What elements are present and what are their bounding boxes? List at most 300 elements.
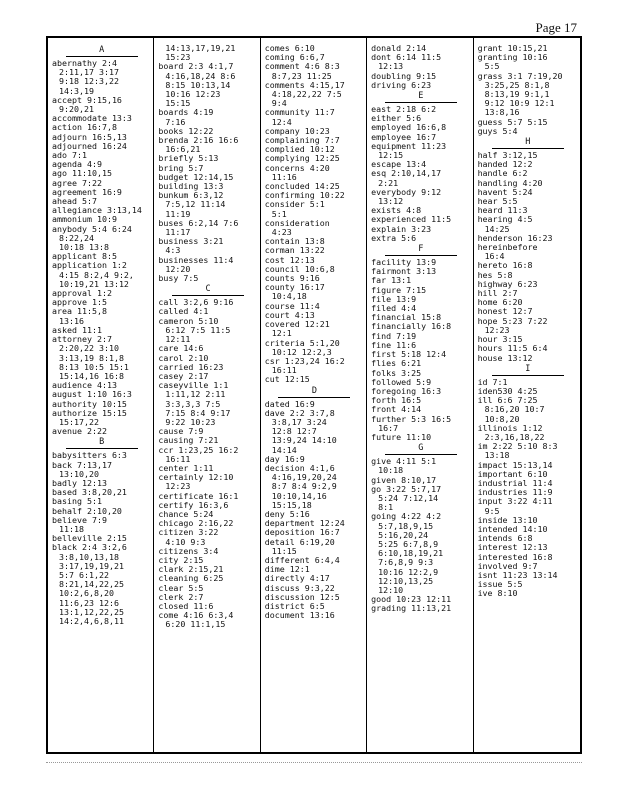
index-entry-continuation: 10:18: [378, 466, 404, 476]
index-entry: east 2:18 6:2: [371, 105, 437, 115]
index-entry: different 6:4,4: [264, 555, 340, 565]
index-entry-continuation: 16:6,21: [165, 145, 201, 155]
index-entry: businesses 11:4: [158, 255, 234, 265]
index-entry-continuation: 4:16,19,20,24: [271, 473, 337, 483]
index-letter-heading: D: [311, 385, 318, 396]
index-entry: county 16:17: [264, 283, 325, 293]
index-entry: id 7:1: [477, 377, 508, 387]
index-entry: building 13:3: [158, 182, 224, 192]
index-entry: guess 5:7 5:15: [477, 117, 548, 127]
index-entry: belleville 2:15: [52, 534, 127, 544]
heading-rule: [492, 375, 564, 376]
index-entry-continuation: 12:4: [271, 117, 292, 127]
index-entry-continuation: 12:1: [271, 329, 292, 339]
index-entry-continuation: 4:23: [271, 228, 292, 238]
index-entry: ammonium 10:9: [52, 215, 117, 225]
index-entry: guys 5:4: [477, 126, 518, 136]
index-entry-continuation: 13:18: [484, 451, 510, 461]
index-entry-continuation: 8:7 8:4 9:2,9: [271, 482, 337, 492]
index-entry-continuation: 8:15 10:13,14: [165, 80, 231, 90]
index-entry: community 11:7: [264, 108, 335, 118]
index-letter-heading: B: [99, 437, 105, 448]
index-entry-continuation: 10:4,18: [271, 292, 307, 302]
index-entry: havent 5:24: [477, 187, 533, 197]
index-entry: input 3:22 4:11: [477, 497, 553, 507]
index-entry-continuation: 2:21: [378, 178, 399, 188]
index-entry-continuation: 14:25: [484, 224, 510, 234]
index-entry: covered 12:21: [264, 320, 330, 330]
index-entry-continuation: 10:16 12:2,9: [378, 567, 439, 577]
index-entry: district 6:5: [264, 601, 325, 611]
index-entry: comes 6:10: [264, 44, 315, 53]
index-entry: hour 3:15: [477, 335, 523, 345]
index-entry: certificate 16:1: [158, 491, 239, 501]
index-entry: busy 7:5: [158, 274, 199, 284]
index-entry-continuation: 15:15,18: [271, 500, 312, 510]
index-entry: hereto 16:8: [477, 261, 533, 271]
index-entry: forth 16:5: [371, 396, 422, 406]
index-entry-continuation: 8:13 10:5 15:1: [59, 362, 129, 372]
index-entry: find 7:19: [371, 331, 417, 341]
index-entry: important 6:10: [477, 469, 548, 479]
index-columns: [48, 38, 580, 752]
index-entry: interested 16:8: [477, 552, 553, 562]
index-letter-heading: G: [418, 443, 424, 454]
index-entry-continuation: 11:18: [59, 524, 84, 534]
index-entry: contain 13:8: [264, 237, 325, 247]
index-entry-continuation: 10:8,20: [484, 414, 520, 424]
index-entry: going 4:22 4:2: [371, 512, 442, 522]
heading-rule: [385, 102, 457, 103]
index-entry: employee 16:7: [371, 132, 437, 142]
index-entry-continuation: 5:7 6:1,22: [59, 570, 109, 580]
index-letter-heading: I: [525, 363, 531, 374]
index-entry: iden530 4:25: [477, 386, 538, 396]
index-entry: brenda 2:16 16:6: [158, 136, 239, 146]
index-letter-heading: F: [418, 244, 424, 255]
index-entry: corman 13:22: [264, 246, 325, 256]
index-entry-continuation: 6:12 7:5 11:5: [165, 325, 231, 335]
index-entry: granting 10:16: [477, 53, 548, 63]
index-entry: asked 11:1: [52, 325, 102, 335]
index-entry-continuation: 15:15: [165, 99, 191, 109]
index-entry: everybody 9:12: [371, 187, 442, 197]
index-entry-continuation: 10:2,6,8,20: [59, 589, 114, 599]
index-entry: hes 5:8: [477, 270, 513, 280]
index-entry: good 10:23 12:11: [371, 595, 452, 605]
index-entry: certainly 12:10: [158, 473, 234, 483]
index-frame: [46, 36, 582, 754]
index-entry: hours 11:5 6:4: [477, 344, 548, 354]
index-entry-continuation: 9:4: [271, 99, 287, 109]
index-entry: file 13:9: [371, 294, 417, 304]
index-entry: cause 7:9: [158, 427, 204, 437]
index-entry-continuation: 4:18,22,22 7:5: [271, 90, 342, 100]
index-entry-continuation: 16:4: [484, 252, 505, 262]
index-entry: company 10:23: [264, 126, 330, 136]
index-entry: fairmont 3:13: [371, 267, 437, 277]
index-entry: future 11:10: [371, 432, 432, 442]
index-entry-continuation: 14:13,17,19,21: [165, 44, 236, 53]
index-entry: grading 11:13,21: [371, 604, 452, 614]
index-entry: criteria 5:1,20: [264, 338, 340, 348]
index-entry: far 13:1: [371, 276, 412, 286]
index-entry-continuation: 12:23: [165, 482, 191, 492]
index-entry: fine 11:6: [371, 340, 417, 350]
index-entry: boards 4:19: [158, 108, 214, 118]
index-entry-continuation: 5:24 7:12,14: [378, 493, 439, 503]
index-entry: audience 4:13: [52, 381, 117, 391]
index-entry: applicant 8:5: [52, 252, 117, 262]
index-entry: ccr 1:23,25 16:2: [158, 445, 239, 455]
index-entry: back 7:13,17: [52, 460, 112, 470]
index-entry-continuation: 13:8,16: [484, 108, 520, 118]
index-entry-continuation: 8:16,20 10:7: [484, 405, 545, 415]
index-entry-continuation: 4:3: [165, 246, 181, 256]
index-entry: buses 6:2,14 7:6: [158, 218, 239, 228]
index-entry-continuation: 13:12: [378, 197, 404, 207]
index-entry-continuation: 10:16 12:23: [165, 90, 221, 100]
index-entry: inside 13:10: [477, 515, 538, 525]
index-entry: ive 8:10: [477, 589, 518, 599]
index-entry: im 2:22 5:10 8:3: [477, 442, 558, 452]
index-entry: complaining 7:7: [264, 136, 340, 146]
index-entry-continuation: 13:9,24 14:10: [271, 436, 337, 446]
heading-rule: [66, 448, 138, 449]
index-entry: filed 4:4: [371, 304, 417, 314]
index-entry: handle 6:2: [477, 169, 528, 179]
index-entry-continuation: 7:5,12 11:14: [165, 200, 226, 210]
index-entry: grant 10:15,21: [477, 44, 548, 53]
index-entry-continuation: 8:13,19 9:1,1: [484, 90, 550, 100]
index-entry: certify 16:3,6: [158, 500, 229, 510]
index-entry-continuation: 12:8 12:7: [271, 427, 317, 437]
index-entry: intended 14:10: [477, 524, 548, 534]
index-entry-continuation: 3:3,3,3 7:5: [165, 399, 221, 409]
index-entry-continuation: 13:16: [59, 316, 84, 326]
index-entry: deposition 16:7: [264, 528, 340, 538]
index-entry: black 2:4 3:2,6: [52, 543, 127, 553]
index-entry: casey 2:17: [158, 371, 209, 381]
index-entry: ago 11:10,15: [52, 169, 112, 179]
index-entry: anybody 5:4 6:24: [52, 224, 132, 234]
index-entry: detail 6:19,20: [264, 537, 335, 547]
index-entry: budget 12:14,15: [158, 172, 234, 182]
footer-rule: [46, 762, 582, 769]
index-entry: complying 12:25: [264, 154, 340, 164]
index-entry: counts 9:16: [264, 274, 320, 284]
index-entry: illinois 1:12: [477, 423, 543, 433]
index-entry-continuation: 3:25,25 8:1,8: [484, 80, 550, 90]
index-entry: allegiance 3:13,14: [52, 206, 142, 216]
index-entry: facility 13:9: [371, 258, 437, 268]
index-entry-continuation: 11:15: [271, 546, 297, 556]
index-entry: badly 12:13: [52, 478, 107, 488]
index-entry: briefly 5:13: [158, 154, 219, 164]
index-entry: highway 6:23: [477, 279, 538, 289]
index-entry: decision 4:1,6: [264, 463, 335, 473]
index-entry: explain 3:23: [371, 224, 432, 234]
index-entry-continuation: 9:12 10:9 12:1: [484, 99, 555, 109]
index-entry: dave 2:2 3:7,8: [264, 408, 335, 418]
index-column-5: [474, 38, 580, 752]
index-entry: attorney 2:7: [52, 335, 112, 345]
index-entry-continuation: 12:20: [165, 264, 191, 274]
index-entry-continuation: 10:12 12:2,3: [271, 347, 332, 357]
index-entry-continuation: 13:10,20: [59, 469, 99, 479]
index-entry: cleaning 6:25: [158, 574, 224, 584]
index-entry: dime 12:1: [264, 565, 310, 575]
index-entry-continuation: 11:19: [165, 209, 191, 219]
index-entry-continuation: 9:22 10:23: [165, 417, 216, 427]
index-entry: hear 5:5: [477, 197, 518, 207]
index-entry: ill 6:6 7:25: [477, 396, 538, 406]
index-entry: driving 6:23: [371, 80, 432, 90]
index-entry: cameron 5:10: [158, 316, 219, 326]
index-entry-continuation: 11:17: [165, 228, 191, 238]
index-entry-continuation: 4:16,18,24 8:6: [165, 71, 236, 81]
index-entry: citizens 3:4: [158, 546, 219, 556]
index-entry: adjourn 16:5,13: [52, 132, 127, 142]
index-entry-continuation: 15:23: [165, 53, 191, 63]
index-entry: chicago 2:16,22: [158, 519, 234, 529]
index-entry: foregoing 16:3: [371, 386, 442, 396]
index-entry: agree 7:22: [52, 178, 102, 188]
index-entry: clear 5:5: [158, 583, 204, 593]
index-entry: grass 3:1 7:19,20: [477, 71, 563, 81]
index-entry: doubling 9:15: [371, 71, 437, 81]
index-entry: flies 6:21: [371, 359, 422, 369]
index-entry-continuation: 10:18 13:8: [59, 243, 109, 253]
index-entry-continuation: 8:22,24: [59, 233, 94, 243]
index-entry: called 4:1: [158, 307, 209, 317]
index-entry-continuation: 16:7: [378, 423, 399, 433]
index-entry: handling 4:20: [477, 178, 543, 188]
index-entry: cost 12:13: [264, 255, 315, 265]
index-entry: impact 15:13,14: [477, 460, 553, 470]
index-entry: front 4:14: [371, 405, 422, 415]
index-entry: concluded 14:25: [264, 182, 340, 192]
index-entry: confirming 10:22: [264, 191, 345, 201]
index-entry: esq 2:10,14,17: [371, 169, 442, 179]
heading-rule: [492, 148, 564, 149]
index-entry-continuation: 6:10,18,19,21: [378, 549, 444, 559]
index-entry: complied 10:12: [264, 145, 335, 155]
index-entry: isnt 11:23 13:14: [477, 570, 558, 580]
index-entry: hereinbefore: [477, 243, 538, 253]
index-letter-heading: A: [99, 45, 105, 55]
index-entry: comment 4:6 8:3: [264, 62, 340, 72]
index-entry: discuss 9:3,22: [264, 583, 335, 593]
index-entry-continuation: 9:5: [484, 506, 500, 516]
index-column-3: [261, 38, 367, 752]
index-entry: directly 4:17: [264, 574, 330, 584]
index-entry: day 16:9: [264, 454, 305, 464]
index-entry: involved 9:7: [477, 561, 538, 571]
index-entry-continuation: 9:18 12:3,22: [59, 77, 119, 87]
index-entry: area 11:5,8: [52, 307, 107, 317]
index-entry: concerns 4:20: [264, 163, 330, 173]
index-entry: exists 4:8: [371, 206, 422, 216]
index-entry: center 1:11: [158, 463, 214, 473]
index-entry: authorize 15:15: [52, 408, 127, 418]
heading-rule: [66, 56, 138, 57]
index-column-1: [48, 38, 154, 752]
index-entry: financially 16:8: [371, 322, 452, 332]
index-entry-continuation: 5:1: [271, 209, 287, 219]
index-entry: causing 7:21: [158, 436, 219, 446]
index-entry: behalf 2:10,20: [52, 506, 122, 516]
index-entry: business 3:21: [158, 237, 224, 247]
index-entry: based 3:8,20,21: [52, 488, 127, 498]
index-entry: authority 10:15: [52, 399, 127, 409]
index-entry-continuation: 12:10,13,25: [378, 576, 434, 586]
index-entry: heard 11:3: [477, 206, 528, 216]
index-entry: dated 16:9: [264, 399, 315, 409]
index-entry-continuation: 3:8,17 3:24: [271, 417, 327, 427]
index-entry: half 3:12,15: [477, 151, 538, 161]
index-entry: consideration: [264, 218, 330, 228]
index-entry: first 5:18 12:4: [371, 350, 447, 360]
index-entry: accommodate 13:3: [52, 114, 132, 124]
index-entry: hill 2:7: [477, 289, 518, 299]
index-entry: equipment 11:23: [371, 141, 447, 151]
index-entry: adjourned 16:24: [52, 141, 127, 151]
index-entry: approve 1:5: [52, 298, 107, 308]
index-entry: avenue 2:22: [52, 427, 107, 437]
index-entry-continuation: 12:23: [484, 325, 510, 335]
index-entry-continuation: 1:11,12 2:11: [165, 390, 226, 400]
index-entry: dont 6:14 11:5: [371, 53, 442, 63]
index-entry-continuation: 7:6,8,9 9:3: [378, 558, 434, 568]
index-entry: course 11:4: [264, 301, 320, 311]
index-entry: ado 7:1: [52, 151, 87, 161]
index-entry-continuation: 3:17,19,19,21: [59, 561, 124, 571]
index-entry-continuation: 7:15 8:4 9:17: [165, 408, 231, 418]
index-entry: extra 5:6: [371, 233, 417, 243]
index-entry: intends 6:8: [477, 534, 533, 544]
index-entry: consider 5:1: [264, 200, 325, 210]
index-entry-continuation: 14:2,4,6,8,11: [59, 616, 124, 626]
index-entry: basing 5:1: [52, 497, 102, 507]
index-entry: care 14:6: [158, 344, 204, 354]
index-entry: ahead 5:7: [52, 197, 97, 207]
index-column-4: [367, 38, 473, 752]
index-entry: industries 11:9: [477, 488, 553, 498]
index-entry: hope 5:23 7:22: [477, 316, 548, 326]
index-entry-continuation: 14:3,19: [59, 86, 94, 96]
index-entry: clark 2:15,21: [158, 565, 224, 575]
index-entry: city 2:15: [158, 555, 204, 565]
index-entry-continuation: 11:16: [271, 172, 297, 182]
index-entry: further 5:3 16:5: [371, 414, 452, 424]
index-entry: bring 5:7: [158, 163, 204, 173]
index-entry: henderson 16:23: [477, 233, 553, 243]
index-entry-continuation: 2:11,17 3:17: [59, 68, 119, 78]
index-entry: council 10:6,8: [264, 264, 335, 274]
index-entry-continuation: 3:13,19 8:1,8: [59, 353, 124, 363]
index-entry-continuation: 12:11: [165, 335, 191, 345]
index-entry: action 16:7,8: [52, 123, 117, 133]
index-entry: followed 5:9: [371, 377, 432, 387]
index-entry: august 1:10 16:3: [52, 390, 132, 400]
index-entry: books 12:22: [158, 126, 214, 136]
index-entry: employed 16:6,8: [371, 123, 447, 133]
index-entry-continuation: 13:1,12,22,25: [59, 607, 124, 617]
index-entry: application 1:2: [52, 261, 127, 271]
index-entry: believe 7:9: [52, 515, 107, 525]
heading-rule: [172, 295, 244, 296]
index-entry: accept 9:15,16: [52, 95, 122, 105]
index-entry-continuation: 8:21,14,22,25: [59, 580, 124, 590]
index-entry-continuation: 12:13: [378, 62, 404, 72]
index-entry: experienced 11:5: [371, 215, 452, 225]
index-entry-continuation: 7:16: [165, 117, 186, 127]
index-entry: home 6:20: [477, 298, 523, 308]
index-entry: board 2:3 4:1,7: [158, 62, 234, 72]
index-entry: hearing 4:5: [477, 215, 533, 225]
index-entry-continuation: 8:1: [378, 503, 394, 513]
index-letter-heading: E: [418, 91, 424, 102]
page-number: Page 17: [535, 20, 577, 35]
index-entry: chance 5:24: [158, 509, 214, 519]
heading-rule: [385, 454, 457, 455]
index-entry: either 5:6: [371, 114, 422, 124]
index-entry: figure 7:15: [371, 285, 427, 295]
index-entry: coming 6:6,7: [264, 53, 325, 63]
index-entry-continuation: 2:20,22 3:10: [59, 344, 119, 354]
index-entry: come 4:16 6:3,4: [158, 611, 234, 621]
index-entry: department 12:24: [264, 519, 345, 529]
index-entry-continuation: 14:14: [271, 445, 297, 455]
index-entry: folks 3:25: [371, 368, 422, 378]
index-entry-continuation: 6:20 11:1,15: [165, 620, 226, 630]
index-entry: interest 12:13: [477, 543, 548, 553]
index-entry: house 13:12: [477, 353, 533, 363]
index-entry: approval 1:2: [52, 289, 112, 299]
index-entry: issue 5:5: [477, 580, 523, 590]
index-entry: donald 2:14: [371, 44, 427, 53]
index-entry-continuation: 8:7,23 11:25: [271, 71, 332, 81]
index-entry: given 8:10,17: [371, 475, 437, 485]
index-entry-continuation: 5:7,18,9,15: [378, 521, 434, 531]
index-entry: clerk 2:7: [158, 592, 204, 602]
index-entry-continuation: 11:6,23 12:6: [59, 598, 119, 608]
index-entry-continuation: 15:14,16 16:8: [59, 371, 124, 381]
index-entry-continuation: 16:11: [271, 366, 297, 376]
index-entry: babysitters 6:3: [52, 451, 127, 461]
index-column-2: [154, 38, 260, 752]
index-entry: agreement 16:9: [52, 187, 122, 197]
index-entry-continuation: 15:17,22: [59, 417, 99, 427]
index-entry: citizen 3:22: [158, 528, 219, 538]
index-entry-continuation: 9:20,21: [59, 105, 94, 115]
index-entry: escape 13:4: [371, 160, 427, 170]
index-entry: give 4:11 5:1: [371, 457, 437, 467]
index-entry: closed 11:6: [158, 601, 214, 611]
index-entry-continuation: 16:11: [165, 454, 191, 464]
heading-rule: [278, 397, 350, 398]
index-entry: bunkum 6:3,12: [158, 191, 224, 201]
index-entry-continuation: 5:16,20,24: [378, 530, 429, 540]
index-entry: carol 2:10: [158, 353, 209, 363]
index-entry-continuation: 4:10 9:3: [165, 537, 206, 547]
index-entry-continuation: 5:5: [484, 62, 500, 72]
index-entry: discussion 12:5: [264, 592, 340, 602]
index-entry: caseyville 1:1: [158, 381, 229, 391]
index-entry-continuation: 4:15 8:2,4 9:2,: [59, 270, 134, 280]
index-entry: industrial 11:4: [477, 478, 553, 488]
